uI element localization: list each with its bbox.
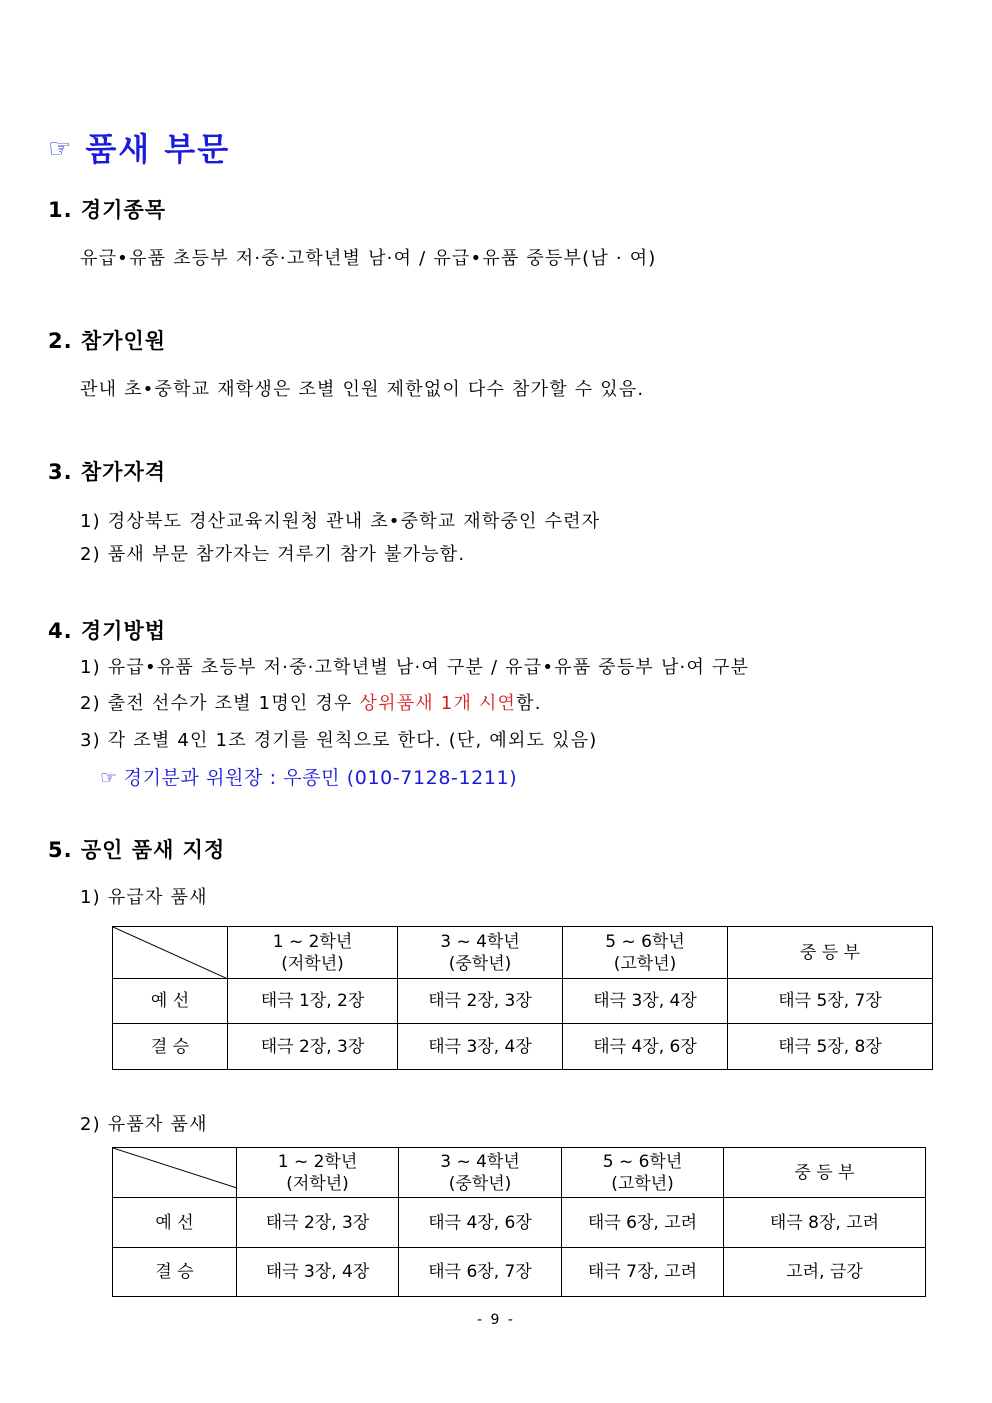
table-cell: 태극 2장, 3장 [398,979,563,1024]
header-cell: 1 ~ 2학년 (저학년) [228,927,398,979]
diagonal-corner-cell [113,927,228,979]
table-cell: 고려, 금강 [724,1248,926,1297]
row-label: 예 선 [113,1198,237,1248]
table-row [113,1024,933,1070]
table-2-caption: 2) 유품자 품새 [80,1114,208,1135]
table-row [113,1248,926,1297]
header-cell: 1 ~ 2학년 (저학년) [237,1148,399,1198]
pointing-hand-icon: ☞ [100,767,118,789]
header-cell: 3 ~ 4학년 (중학년) [399,1148,562,1198]
section-1-heading: 1. 경기종목 [48,198,167,222]
diagonal-line [113,927,228,979]
table-cell: 태극 2장, 3장 [237,1198,399,1248]
header-cell: 5 ~ 6학년 (고학년) [563,927,728,979]
section-2-heading: 2. 참가인원 [48,329,167,353]
page-title-text: 품새 부문 [85,130,231,168]
highlight-text: 상위품새 1개 시연 [359,693,517,714]
table-cell: 태극 1장, 2장 [228,979,398,1024]
table-row [113,979,933,1024]
table-header-row [113,1148,926,1198]
section-3-heading: 3. 참가자격 [48,460,167,484]
table-cell: 태극 6장, 고려 [562,1198,724,1248]
table-header-row [113,927,933,979]
section-3-line-1: 1) 경상북도 경산교육지원청 관내 초•중학교 재학중인 수련자 [80,511,601,532]
line-2-prefix: 2) 출전 선수가 조별 1명인 경우 [80,693,360,714]
header-cell: 5 ~ 6학년 (고학년) [562,1148,724,1198]
section-1-text: 유급•유품 초등부 저·중·고학년별 남·여 / 유급•유품 중등부(남 · 여) [80,248,657,269]
table-cell: 태극 7장, 고려 [562,1248,724,1297]
table-cell: 태극 5장, 7장 [728,979,933,1024]
section-2-text: 관내 초•중학교 재학생은 조별 인원 제한없이 다수 참가할 수 있음. [80,379,645,400]
table-cell: 태극 5장, 8장 [728,1024,933,1070]
pointing-hand-icon: ☞ [48,134,74,164]
contact-text: 경기분과 위원장 : 우종민 (010-7128-1211) [123,767,518,789]
section-4-heading: 4. 경기방법 [48,619,167,643]
page-title [48,124,230,170]
section-4-line-3: 3) 각 조별 4인 1조 경기를 원칙으로 한다. (단, 예외도 있음) [80,730,598,751]
table-2 [112,1147,926,1297]
page-number: - 9 - [477,1312,515,1328]
diagonal-line [113,1148,237,1198]
table-cell: 태극 4장, 6장 [563,1024,728,1070]
table-cell: 태극 3장, 4장 [563,979,728,1024]
table-1-caption: 1) 유급자 품새 [80,887,208,908]
section-4-line-2 [80,689,542,715]
table-1 [112,926,933,1070]
contact-line [100,763,517,790]
table-cell: 태극 4장, 6장 [399,1198,562,1248]
table-cell: 태극 3장, 4장 [237,1248,399,1297]
table-row [113,1198,926,1248]
diagonal-corner-cell [113,1148,237,1198]
header-cell: 중 등 부 [724,1148,926,1198]
line-2-suffix: 함. [516,693,542,714]
section-5-heading: 5. 공인 품새 지정 [48,838,226,862]
section-3-line-2: 2) 품새 부문 참가자는 겨루기 참가 불가능함. [80,544,466,565]
table-cell: 태극 8장, 고려 [724,1198,926,1248]
row-label: 예 선 [113,979,228,1024]
table-cell: 태극 2장, 3장 [228,1024,398,1070]
header-cell: 3 ~ 4학년 (중학년) [398,927,563,979]
table-cell: 태극 6장, 7장 [399,1248,562,1297]
header-cell: 중 등 부 [728,927,933,979]
row-label: 결 승 [113,1248,237,1297]
section-4-line-1: 1) 유급•유품 초등부 저·중·고학년별 남·여 구분 / 유급•유품 중등부 남·여 구분 [80,657,750,678]
table-cell: 태극 3장, 4장 [398,1024,563,1070]
row-label: 결 승 [113,1024,228,1070]
